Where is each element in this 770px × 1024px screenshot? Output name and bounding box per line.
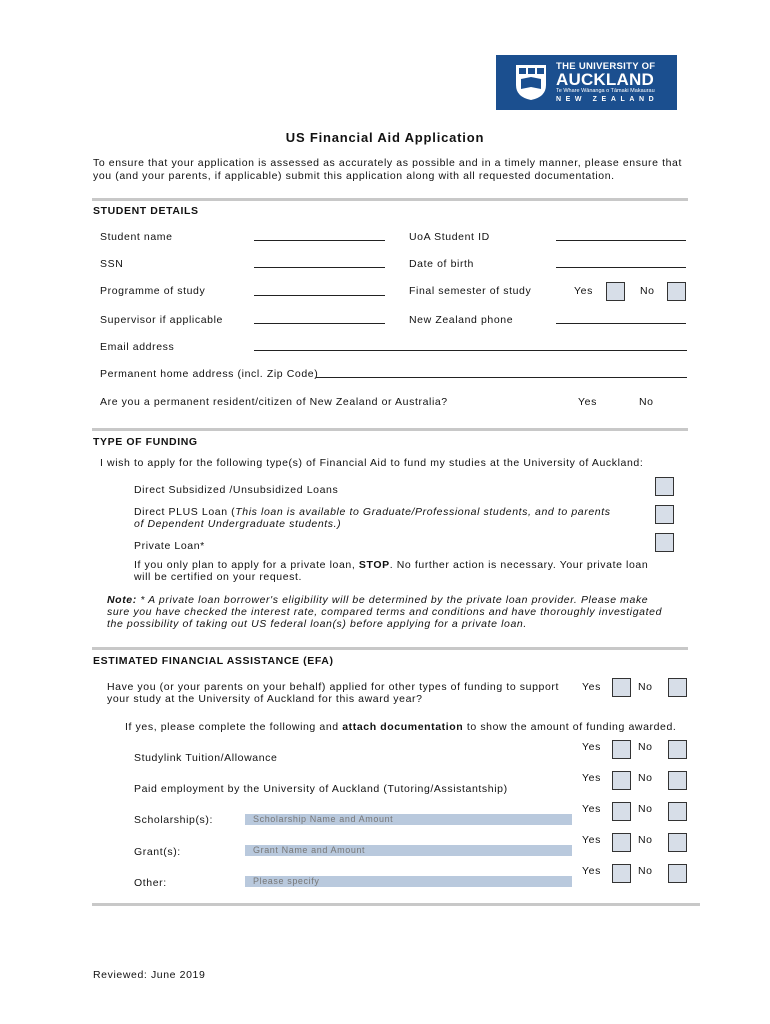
other-input[interactable]: Please specify bbox=[245, 876, 572, 887]
grant-yes-label: Yes bbox=[582, 834, 601, 846]
uoa-id-label: UoA Student ID bbox=[409, 231, 490, 243]
university-logo bbox=[496, 55, 677, 110]
efa-yes-checkbox[interactable] bbox=[612, 678, 631, 697]
page-title: US Financial Aid Application bbox=[285, 130, 485, 145]
private-info-text-a: If you only plan to apply for a private loan, bbox=[134, 559, 359, 571]
note-label: Note: bbox=[107, 594, 137, 606]
studylink-no-checkbox[interactable] bbox=[668, 740, 687, 759]
efa-question-1: Have you (or your parents on your behalf) applied for other types of funding to support bbox=[107, 681, 560, 693]
plus-loan-checkbox[interactable] bbox=[655, 505, 674, 524]
private-loan-info-1 bbox=[134, 559, 648, 571]
email-field[interactable] bbox=[254, 350, 687, 351]
other-no-label: No bbox=[638, 865, 653, 877]
resident-question: Are you a permanent resident/citizen of New Zealand or Australia? bbox=[100, 396, 448, 408]
logo-line-2: AUCKLAND bbox=[556, 70, 654, 89]
uoa-id-field[interactable] bbox=[556, 240, 686, 241]
plus-loan-title: Direct PLUS Loan ( bbox=[134, 506, 236, 518]
note-line-2: sure you have checked the interest rate, compared terms and conditions and have thoroughly investigated bbox=[107, 606, 663, 618]
grant-no-checkbox[interactable] bbox=[668, 833, 687, 852]
section-divider bbox=[92, 903, 700, 906]
grant-no-label: No bbox=[638, 834, 653, 846]
plus-loan-note-2: of Dependent Undergraduate students.) bbox=[134, 518, 342, 530]
other-yes-label: Yes bbox=[582, 865, 601, 877]
final-semester-no-label: No bbox=[640, 285, 655, 297]
intro-line-2: you (and your parents, if applicable) submit this application along with all requested documentation. bbox=[93, 170, 615, 182]
note-line-3: the possibility of taking out US federal loan(s) before applying for a private loan. bbox=[107, 618, 527, 630]
note-text-1: * A private loan borrower's eligibility will be determined by the private loan provider. Please make bbox=[136, 594, 649, 606]
stop-text: STOP bbox=[358, 559, 390, 571]
instr-text-a: If yes, please complete the following and bbox=[125, 721, 343, 733]
section-divider bbox=[92, 428, 688, 431]
resident-yes-label: Yes bbox=[578, 396, 597, 408]
studylink-no-label: No bbox=[638, 741, 653, 753]
employment-yes-label: Yes bbox=[582, 772, 601, 784]
studylink-yes-label: Yes bbox=[582, 741, 601, 753]
grant-yes-checkbox[interactable] bbox=[612, 833, 631, 852]
email-label: Email address bbox=[100, 341, 175, 353]
efa-no-checkbox[interactable] bbox=[668, 678, 687, 697]
home-address-label: Permanent home address (incl. Zip Code) bbox=[100, 368, 319, 380]
private-loan-label: Private Loan* bbox=[134, 540, 205, 552]
crest-icon bbox=[514, 63, 548, 101]
final-semester-label: Final semester of study bbox=[409, 285, 532, 297]
scholarship-label: Scholarship(s): bbox=[134, 814, 214, 826]
logo-line-1: THE UNIVERSITY OF bbox=[556, 61, 656, 72]
dob-label: Date of birth bbox=[409, 258, 474, 270]
scholarship-yes-checkbox[interactable] bbox=[612, 802, 631, 821]
footer-reviewed: Reviewed: June 2019 bbox=[93, 969, 206, 981]
grant-label: Grant(s): bbox=[134, 846, 181, 858]
grant-input[interactable]: Grant Name and Amount bbox=[245, 845, 572, 856]
dob-field[interactable] bbox=[556, 267, 686, 268]
efa-no-label: No bbox=[638, 681, 653, 693]
plus-loan-note-1: This loan is available to Graduate/Professional students, and to parents bbox=[235, 506, 611, 518]
employment-label: Paid employment by the University of Auckland (Tutoring/Assistantship) bbox=[134, 783, 508, 795]
studylink-label: Studylink Tuition/Allowance bbox=[134, 752, 278, 764]
intro-line-1: To ensure that your application is assessed as accurately as possible and in a timely manner, please ensure that bbox=[93, 157, 682, 169]
funding-intro: I wish to apply for the following type(s) of Financial Aid to fund my studies at the University of Auckland: bbox=[100, 457, 644, 469]
final-semester-no-checkbox[interactable] bbox=[667, 282, 686, 301]
scholarship-yes-label: Yes bbox=[582, 803, 601, 815]
student-details-heading: STUDENT DETAILS bbox=[93, 205, 199, 217]
section-divider bbox=[92, 198, 688, 201]
employment-no-checkbox[interactable] bbox=[668, 771, 687, 790]
nz-phone-field[interactable] bbox=[556, 323, 686, 324]
ssn-label: SSN bbox=[100, 258, 124, 270]
programme-field[interactable] bbox=[254, 295, 385, 296]
programme-label: Programme of study bbox=[100, 285, 206, 297]
other-yes-checkbox[interactable] bbox=[612, 864, 631, 883]
studylink-yes-checkbox[interactable] bbox=[612, 740, 631, 759]
direct-loan-label: Direct Subsidized /Unsubsidized Loans bbox=[134, 484, 339, 496]
home-address-field[interactable] bbox=[316, 377, 687, 378]
other-label: Other: bbox=[134, 877, 167, 889]
instr-text-bold: attach documentation bbox=[342, 721, 464, 733]
private-info-text-b: . No further action is necessary. Your private loan bbox=[389, 559, 649, 571]
nz-phone-label: New Zealand phone bbox=[409, 314, 514, 326]
private-loan-checkbox[interactable] bbox=[655, 533, 674, 552]
efa-heading: ESTIMATED FINANCIAL ASSISTANCE (EFA) bbox=[93, 655, 334, 667]
scholarship-input[interactable]: Scholarship Name and Amount bbox=[245, 814, 572, 825]
efa-question-2: your study at the University of Auckland for this award year? bbox=[107, 693, 423, 705]
student-name-field[interactable] bbox=[254, 240, 385, 241]
employment-yes-checkbox[interactable] bbox=[612, 771, 631, 790]
direct-loan-checkbox[interactable] bbox=[655, 477, 674, 496]
note-line-1 bbox=[107, 594, 648, 606]
funding-heading: TYPE OF FUNDING bbox=[93, 436, 198, 448]
section-divider bbox=[92, 647, 688, 650]
logo-line-3: Te Whare Wānanga o Tāmaki Makaurau bbox=[556, 88, 655, 94]
supervisor-label: Supervisor if applicable bbox=[100, 314, 223, 326]
private-loan-info-2: will be certified on your request. bbox=[134, 571, 303, 583]
final-semester-yes-label: Yes bbox=[574, 285, 593, 297]
final-semester-yes-checkbox[interactable] bbox=[606, 282, 625, 301]
other-no-checkbox[interactable] bbox=[668, 864, 687, 883]
employment-no-label: No bbox=[638, 772, 653, 784]
scholarship-no-label: No bbox=[638, 803, 653, 815]
plus-loan-label bbox=[134, 506, 611, 518]
supervisor-field[interactable] bbox=[254, 323, 385, 324]
efa-yes-label: Yes bbox=[582, 681, 601, 693]
efa-instructions bbox=[125, 721, 676, 733]
scholarship-no-checkbox[interactable] bbox=[668, 802, 687, 821]
student-name-label: Student name bbox=[100, 231, 173, 243]
resident-no-label: No bbox=[639, 396, 654, 408]
logo-line-4: NEW ZEALAND bbox=[556, 96, 659, 103]
ssn-field[interactable] bbox=[254, 267, 385, 268]
instr-text-c: to show the amount of funding awarded. bbox=[463, 721, 677, 733]
